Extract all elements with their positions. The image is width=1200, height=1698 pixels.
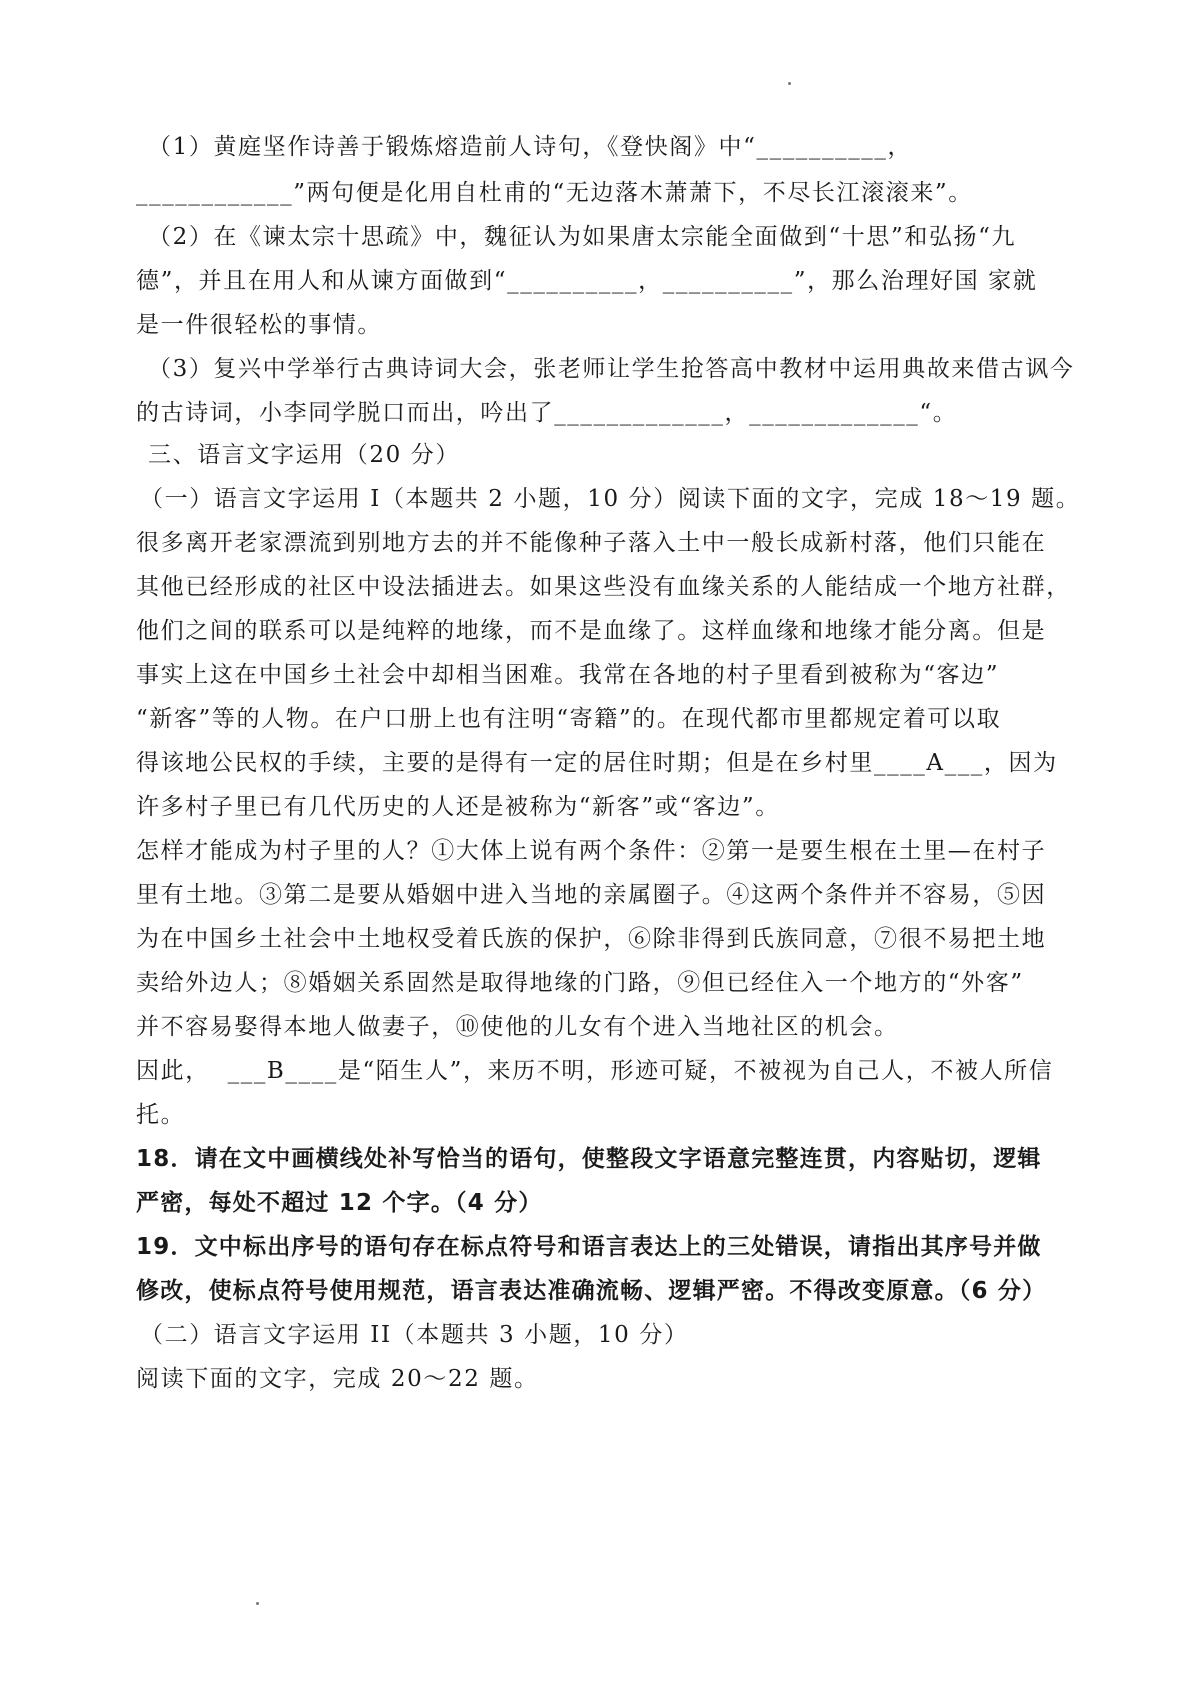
q2-line-1: （2）在《谏太宗十思疏》中，魏征认为如果唐太宗能全面做到“十思”和弘扬“九: [148, 224, 1017, 250]
question-19-line-1: 19．文中标出序号的语句存在标点符号和语言表达上的三处错误，请指出其序号并做: [136, 1234, 1042, 1260]
passage-line: 许多村子里已有几代历史的人还是被称为“新客”或“客边”。: [136, 794, 780, 820]
q2-line-3: 是一件很轻松的事情。: [136, 312, 382, 338]
q1-line-2: ____________”两句便是化用自杜甫的“无边落木萧萧下，不尽长江滚滚来”。: [136, 180, 973, 206]
subsection-1-title: （一）语言文字运用 I（本题共 2 小题，10 分）阅读下面的文字，完成 18～19 题。: [140, 486, 1081, 512]
passage-line: 他们之间的联系可以是纯粹的地缘，而不是血缘了。这样血缘和地缘才能分离。但是: [136, 618, 1047, 644]
q3-line-2: 的古诗词，小李同学脱口而出，吟出了_____________，_____________“。: [136, 400, 958, 426]
passage-line: 托。: [136, 1102, 186, 1128]
q3-line-1: （3）复兴中学举行古典诗词大会，张老师让学生抢答高中教材中运用典故来借古讽今: [148, 356, 1075, 382]
question-18-line-1: 18．请在文中画横线处补写恰当的语句，使整段文字语意完整连贯，内容贴切，逻辑: [136, 1146, 1042, 1172]
passage-line: 并不容易娶得本地人做妻子，⑩使他的儿女有个进入当地社区的机会。: [136, 1014, 899, 1040]
passage-line: 怎样才能成为村子里的人？①大体上说有两个条件：②第一是要生根在土里—在村子: [136, 838, 1047, 864]
passage-line: 事实上这在中国乡土社会中却相当困难。我常在各地的村子里看到被称为“客边”: [136, 662, 1000, 688]
passage-line: 为在中国乡土社会中土地权受着氏族的保护，⑥除非得到氏族同意，⑦很不易把土地: [136, 926, 1047, 952]
question-18-line-2: 严密，每处不超过 12 个字。（4 分）: [136, 1190, 543, 1216]
passage-line: 卖给外边人；⑧婚姻关系固然是取得地缘的门路，⑨但已经住入一个地方的“外客”: [136, 970, 1024, 996]
passage-line: 其他已经形成的社区中设法插进去。如果这些没有血缘关系的人能结成一个地方社群，: [136, 574, 1071, 600]
passage-line: 得该地公民权的手续，主要的是得有一定的居住时期；但是在乡村里____A___，因为: [136, 750, 1058, 776]
subsection-2-title: （二）语言文字运用 II（本题共 3 小题，10 分）: [140, 1322, 689, 1348]
subsection-2-intro: 阅读下面的文字，完成 20～22 题。: [136, 1366, 539, 1392]
section-3-title: 三、语言文字运用（20 分）: [148, 442, 460, 468]
q1-line-1: （1）黄庭坚作诗善于锻炼熔造前人诗句，《登快阁》中“__________，: [148, 134, 913, 160]
question-19-line-2: 修改，使标点符号使用规范，语言表达准确流畅、逻辑严密。不得改变原意。（6 分）: [136, 1278, 1047, 1304]
q2-line-2: 德”，并且在用人和从谏方面做到“__________，__________”，那么治理好国 家就: [136, 268, 1038, 294]
passage-line: 很多离开老家漂流到别地方去的并不能像种子落入土中一般长成新村落，他们只能在: [136, 530, 1047, 556]
passage-line: 因此， ___B____是“陌生人”，来历不明，形迹可疑，不被视为自己人，不被人所信: [136, 1058, 1054, 1084]
passage-line: “新客”等的人物。在户口册上也有注明“寄籍”的。在现代都市里都规定着可以取: [136, 706, 1002, 732]
passage-line: 里有土地。③第二是要从婚姻中进入当地的亲属圈子。④这两个条件并不容易，⑤因: [136, 882, 1047, 908]
scan-speck-bottom: [256, 1602, 259, 1605]
scan-speck-top: [788, 82, 791, 85]
